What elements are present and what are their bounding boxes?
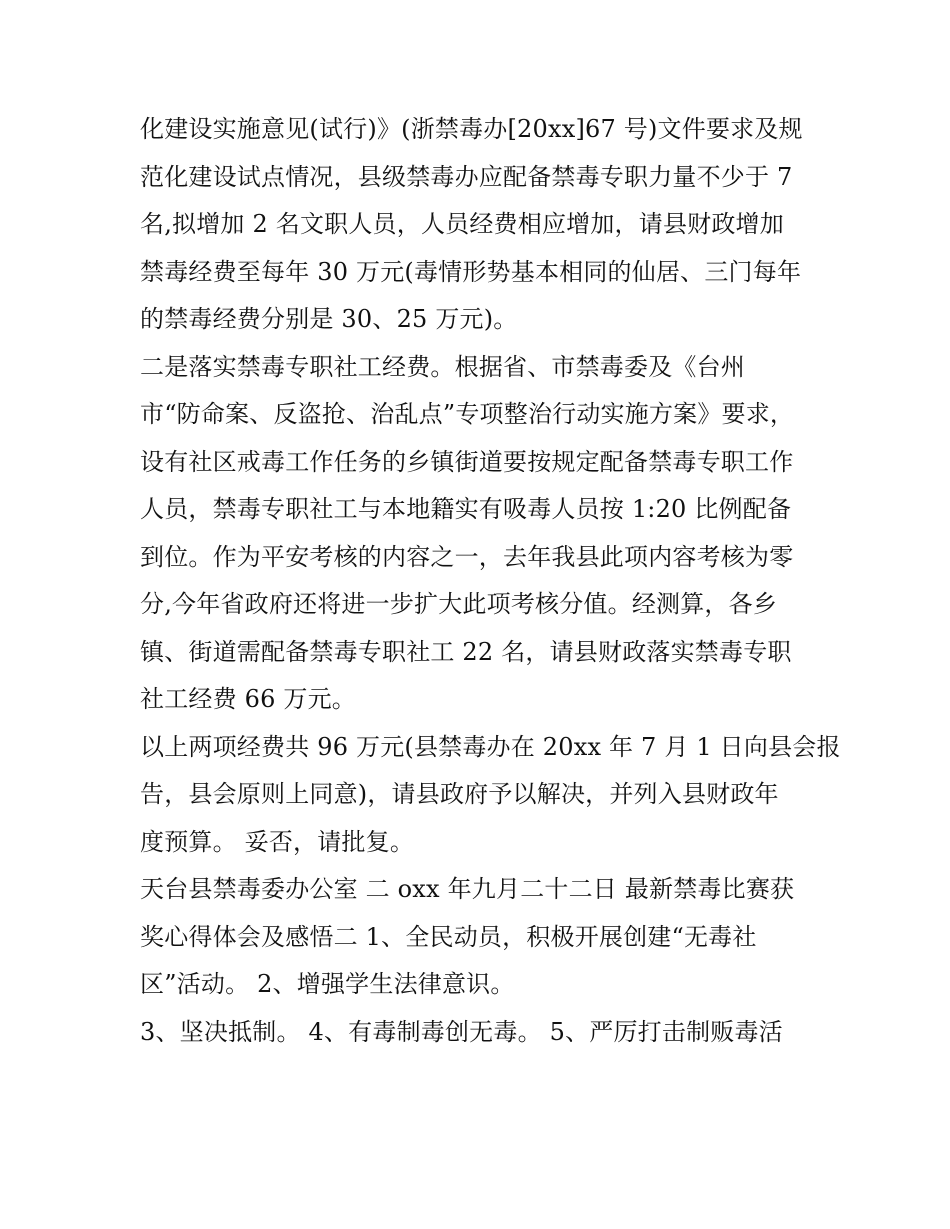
text-line: 天台县禁毒委办公室 二 oxx 年九月二十二日 最新禁毒比赛获 xyxy=(140,875,795,903)
text-line: 分,今年省政府还将进一步扩大此项考核分值。经测算，各乡 xyxy=(140,590,778,618)
text-line: 以上两项经费共 96 万元(县禁毒办在 20xx 年 7 月 1 日向县会报 xyxy=(140,732,841,761)
text-line: 告，县会原则上同意)，请县政府予以解决，并列入县财政年 xyxy=(140,780,779,808)
text-line: 奖心得体会及感悟二 1、全民动员，积极开展创建“无毒社 xyxy=(140,922,757,951)
text-line: 化建设实施意见(试行)》(浙禁毒办[20xx]67 号)文件要求及规 xyxy=(140,115,803,143)
text-line: 禁毒经费至每年 30 万元(毒情形势基本相同的仙居、三门每年 xyxy=(140,257,802,286)
text-line: 范化建设试点情况，县级禁毒办应配备禁毒专职力量不少于 7 xyxy=(140,162,793,191)
text-line: 名,拟增加 2 名文职人员，人员经费相应增加，请县财政增加 xyxy=(140,210,784,238)
text-line: 3、坚决抵制。 4、有毒制毒创无毒。 5、严厉打击制贩毒活 xyxy=(140,1017,783,1046)
text-line: 镇、街道需配备禁毒专职社工 22 名，请县财政落实禁毒专职 xyxy=(140,637,792,666)
text-line: 人员，禁毒专职社工与本地籍实有吸毒人员按 1:20 比例配备 xyxy=(140,495,792,523)
text-line: 度预算。 妥否，请批复。 xyxy=(140,827,415,856)
text-line: 设有社区戒毒工作任务的乡镇街道要按规定配备禁毒专职工作 xyxy=(140,447,794,476)
text-line: 区”活动。 2、增强学生法律意识。 xyxy=(140,970,515,998)
text-line: 的禁毒经费分别是 30、25 万元)。 xyxy=(140,305,518,333)
text-line: 二是落实禁毒专职社工经费。根据省、市禁毒委及《台州 xyxy=(140,352,745,381)
text-line: 社工经费 66 万元。 xyxy=(140,685,356,713)
text-line: 市“防命案、反盗抢、治乱点”专项整治行动实施方案》要求， xyxy=(140,400,795,428)
document-body xyxy=(140,106,841,1056)
text-line: 到位。作为平安考核的内容之一，去年我县此项内容考核为零 xyxy=(140,542,794,571)
